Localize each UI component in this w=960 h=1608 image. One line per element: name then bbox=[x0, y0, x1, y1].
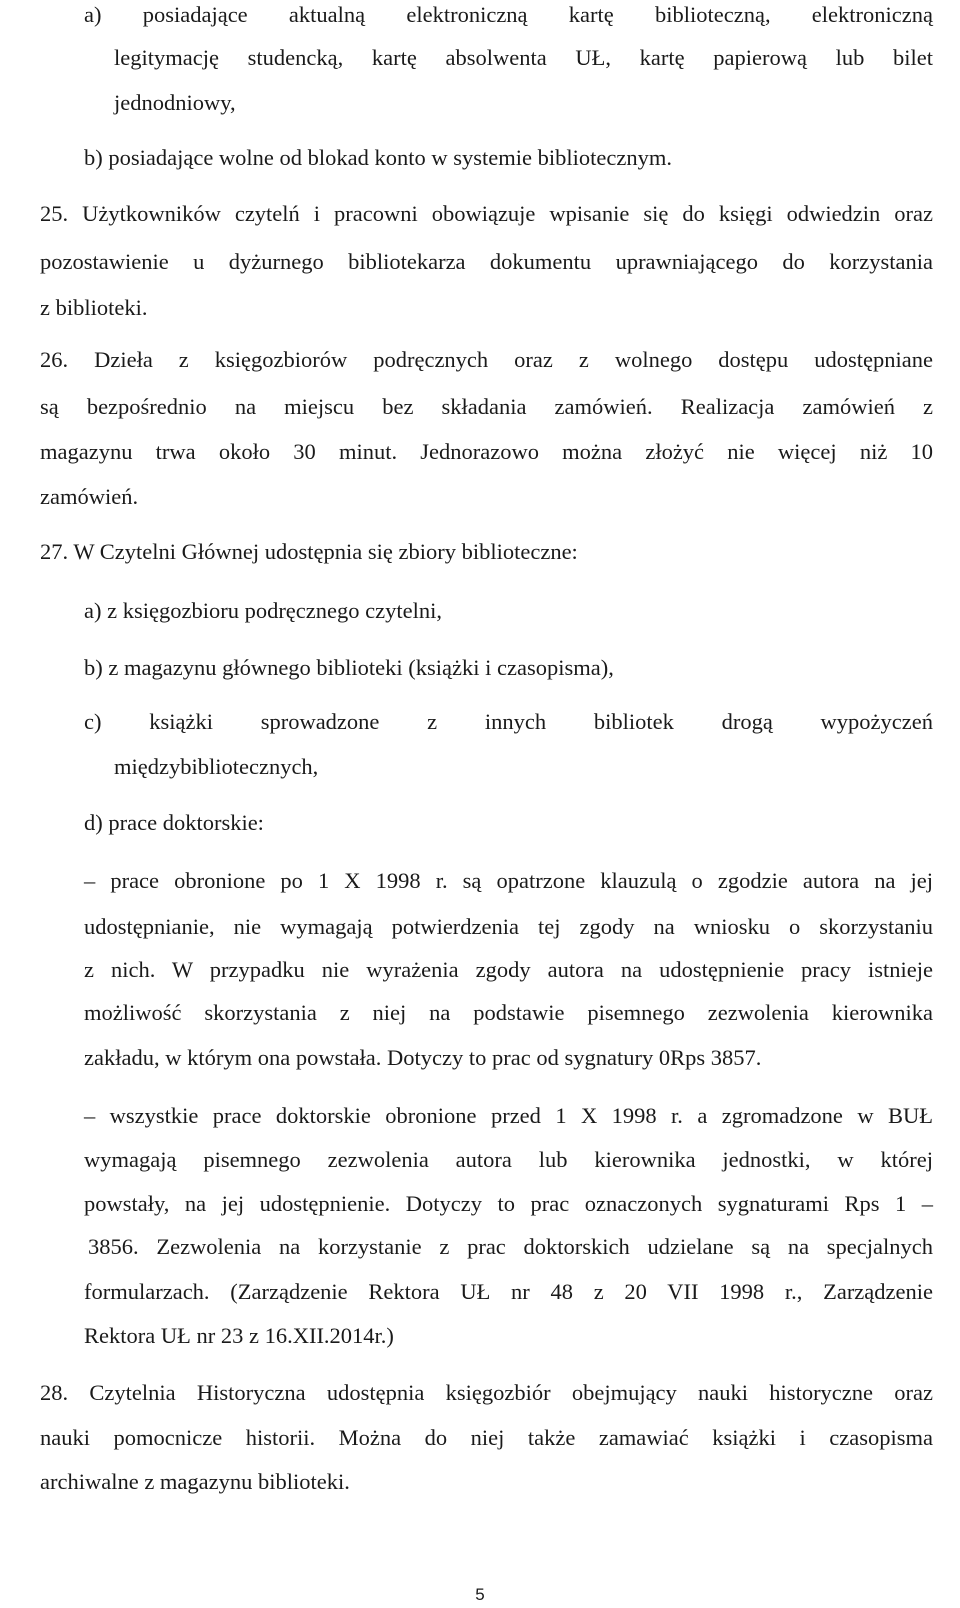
text-line: pozostawienie u dyżurnego bibliotekarza dokumentu uprawniającego do korzystania bbox=[40, 249, 933, 274]
text-line: d) prace doktorskie: bbox=[84, 810, 264, 835]
text-line: nauki pomocnicze historii. Można do niej także zamawiać książki i czasopisma bbox=[40, 1425, 933, 1450]
text-line: – prace obronione po 1 X 1998 r. są opatrzone klauzulą o zgodzie autora na jej bbox=[84, 868, 933, 893]
text-line: jednodniowy, bbox=[114, 90, 236, 115]
text-line: 27. W Czytelni Głównej udostępnia się zbiory biblioteczne: bbox=[40, 539, 578, 564]
text-line: Rektora UŁ nr 23 z 16.XII.2014r.) bbox=[84, 1323, 394, 1348]
text-line: wymagają pisemnego zezwolenia autora lub kierownika jednostki, w której bbox=[84, 1147, 933, 1172]
text-line: 3856. Zezwolenia na korzystanie z prac doktorskich udzielane są na specjalnych bbox=[88, 1234, 933, 1259]
page-number: 5 bbox=[475, 1585, 485, 1604]
text-line: międzybibliotecznych, bbox=[114, 754, 319, 779]
text-line: archiwalne z magazynu biblioteki. bbox=[40, 1469, 350, 1494]
text-line: legitymację studencką, kartę absolwenta UŁ, kartę papierową lub bilet bbox=[114, 45, 933, 70]
text-line: możliwość skorzystania z niej na podstawie pisemnego zezwolenia kierownika bbox=[84, 1000, 933, 1025]
text-line: formularzach. (Zarządzenie Rektora UŁ nr 48 z 20 VII 1998 r., Zarządzenie bbox=[84, 1279, 933, 1304]
text-line: 26. Dzieła z księgozbiorów podręcznych oraz z wolnego dostępu udostępniane bbox=[40, 347, 933, 372]
text-line: z biblioteki. bbox=[40, 295, 148, 320]
text-line: – wszystkie prace doktorskie obronione przed 1 X 1998 r. a zgromadzone w BUŁ bbox=[84, 1103, 933, 1128]
text-line: b) z magazynu głównego biblioteki (książki i czasopisma), bbox=[84, 655, 614, 680]
text-line: a) posiadające aktualną elektroniczną kartę biblioteczną, elektroniczną bbox=[84, 2, 933, 27]
text-line: a) z księgozbioru podręcznego czytelni, bbox=[84, 598, 442, 623]
text-line: b) posiadające wolne od blokad konto w systemie bibliotecznym. bbox=[84, 145, 672, 170]
text-line: z nich. W przypadku nie wyrażenia zgody autora na udostępnienie pracy istnieje bbox=[84, 957, 933, 982]
text-line: zakładu, w którym ona powstała. Dotyczy to prac od sygnatury 0Rps 3857. bbox=[84, 1045, 762, 1070]
text-line: 25. Użytkowników czytelń i pracowni obowiązuje wpisanie się do księgi odwiedzin oraz bbox=[40, 201, 933, 226]
text-line: c) książki sprowadzone z innych bibliotek drogą wypożyczeń bbox=[84, 709, 933, 734]
text-line: 28. Czytelnia Historyczna udostępnia księgozbiór obejmujący nauki historyczne oraz bbox=[40, 1380, 933, 1405]
text-line: magazynu trwa około 30 minut. Jednorazowo można złożyć nie więcej niż 10 bbox=[40, 439, 933, 464]
text-line: powstały, na jej udostępnienie. Dotyczy to prac oznaczonych sygnaturami Rps 1 – bbox=[84, 1191, 933, 1216]
text-line: udostępnianie, nie wymagają potwierdzenia tej zgody na wniosku o skorzystaniu bbox=[84, 914, 933, 939]
text-line: są bezpośrednio na miejscu bez składania zamówień. Realizacja zamówień z bbox=[40, 394, 933, 419]
text-line: zamówień. bbox=[40, 484, 139, 509]
